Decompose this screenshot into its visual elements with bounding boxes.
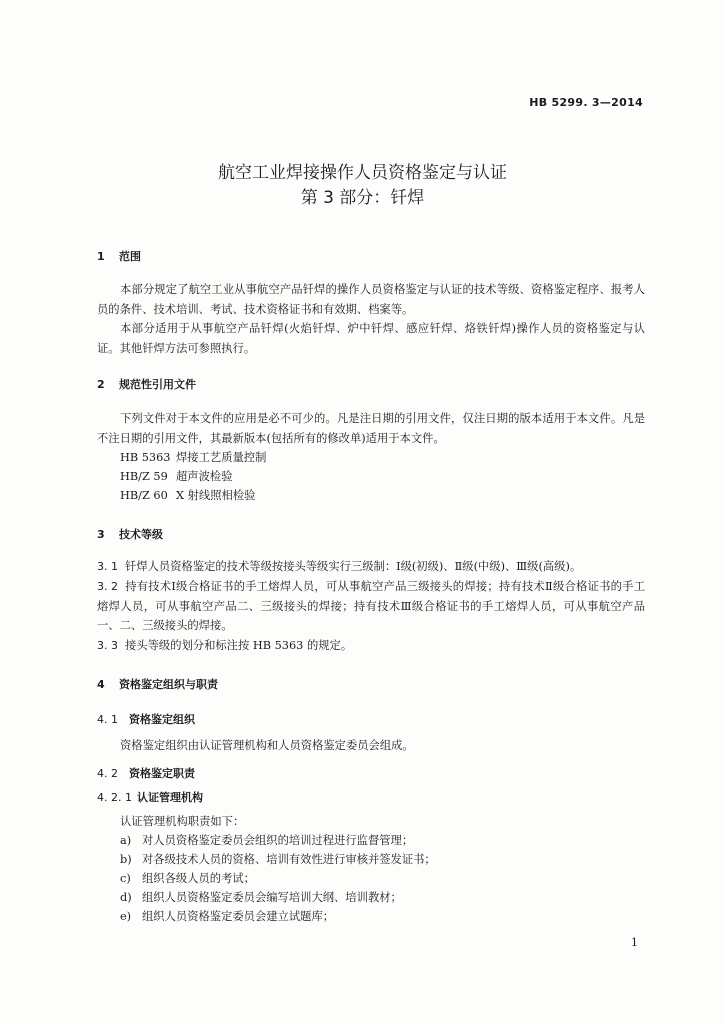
document-subtitle: 第 3 部分：钎焊 [300,188,425,208]
list-item [120,869,255,889]
list-item-label: b) [120,853,132,866]
reference-item [120,448,266,468]
clause-number: 3. 2 [97,580,118,593]
list-item-label: e) [120,910,132,923]
clause-text: 接头等级的划分和标注按 HB 5363 的规定。 [125,639,353,652]
reference-code: HB 5363 [120,451,171,464]
subsection-number: 4. 2. 1 [97,791,132,804]
section-1-paragraph-2: 本部分适用于从事航空产品钎焊(火焰钎焊、炉中钎焊、感应钎焊、烙铁钎焊)操作人员的资格鉴定与认证。其他钎焊方法可参照执行。 [97,322,645,355]
section-2-heading [97,376,196,392]
list-item-text: 组织人员资格鉴定委员会建立试题库； [142,910,335,923]
subsection-4-1-heading [97,711,195,727]
clause-3-2 [97,577,645,636]
section-number: 4 [97,678,105,691]
section-title: 规范性引用文件 [119,378,196,391]
section-3-heading [97,526,163,542]
section-1-heading [97,248,141,264]
page-number: 1 [631,936,638,949]
reference-title: 超声波检验 [176,470,233,483]
reference-item [120,467,233,487]
clause-3-1 [97,557,645,577]
section-number: 3 [97,528,105,541]
list-item-label: a) [120,834,132,847]
reference-item [120,486,255,506]
section-4-heading [97,676,218,692]
clause-text: 钎焊人员资格鉴定的技术等级按接头等级实行三级制：Ⅰ级(初级)、Ⅱ级(中级)、Ⅲ级(高级)。 [125,560,582,573]
subsection-title: 认证管理机构 [137,791,203,804]
list-item-text: 对各级技术人员的资格、培训有效性进行审核并签发证书； [142,853,436,866]
duties-intro: 认证管理机构职责如下： [120,815,245,828]
subsection-4-2-1-heading [97,789,203,805]
list-item-label: d) [120,891,132,904]
clause-number: 3. 3 [97,639,118,652]
reference-title: X 射线照相检验 [176,489,256,502]
section-1-paragraph-1: 本部分规定了航空工业从事航空产品钎焊的操作人员资格鉴定与认证的技术等级、资格鉴定程序、报考人员的条件、技术培训、考试、技术资格证书和有效期、档案等。 [97,283,645,316]
list-item-text: 组织各级人员的考试； [142,872,255,885]
document-title: 航空工业焊接操作人员资格鉴定与认证 [218,163,507,183]
clause-number: 3. 1 [97,560,118,573]
section-number: 2 [97,378,105,391]
list-item [120,907,334,927]
list-item-text: 组织人员资格鉴定委员会编写培训大纲、培训教材； [142,891,402,904]
section-number: 1 [97,250,105,263]
standard-number: HB 5299. 3—2014 [529,96,643,109]
list-item-label: c) [120,872,131,885]
subsection-number: 4. 1 [97,713,118,726]
section-2-paragraph: 下列文件对于本文件的应用是必不可少的。凡是注日期的引用文件，仅注日期的版本适用于本文件。凡是不注日期的引用文件，其最新版本(包括所有的修改单)适用于本文件。 [97,412,645,445]
section-title: 资格鉴定组织与职责 [119,678,218,691]
clause-3-3 [97,636,645,656]
reference-code: HB/Z 59 [120,470,168,483]
list-item [120,850,436,870]
section-title: 范围 [119,250,141,263]
reference-title: 焊接工艺质量控制 [176,451,267,464]
subsection-title: 资格鉴定职责 [129,767,195,780]
clause-text: 持有技术Ⅰ级合格证书的手工熔焊人员，可从事航空产品三级接头的焊接；持有技术Ⅱ级合格证书的手工熔焊人员，可从事航空产品二、三级接头的焊接；持有技术Ⅲ级合格证书的手工熔焊人员，可从事航空产品一、二、三级接头的焊接。 [97,580,645,632]
subsection-title: 资格鉴定组织 [129,713,195,726]
list-item-text: 对人员资格鉴定委员会组织的培训过程进行监督管理； [142,834,414,847]
list-item [120,888,402,908]
section-title: 技术等级 [119,528,163,541]
subsection-4-2-heading [97,765,195,781]
reference-code: HB/Z 60 [120,489,168,502]
subsection-4-1-text: 资格鉴定组织由认证管理机构和人员资格鉴定委员会组成。 [120,739,414,752]
subsection-number: 4. 2 [97,767,118,780]
list-item [120,831,413,851]
